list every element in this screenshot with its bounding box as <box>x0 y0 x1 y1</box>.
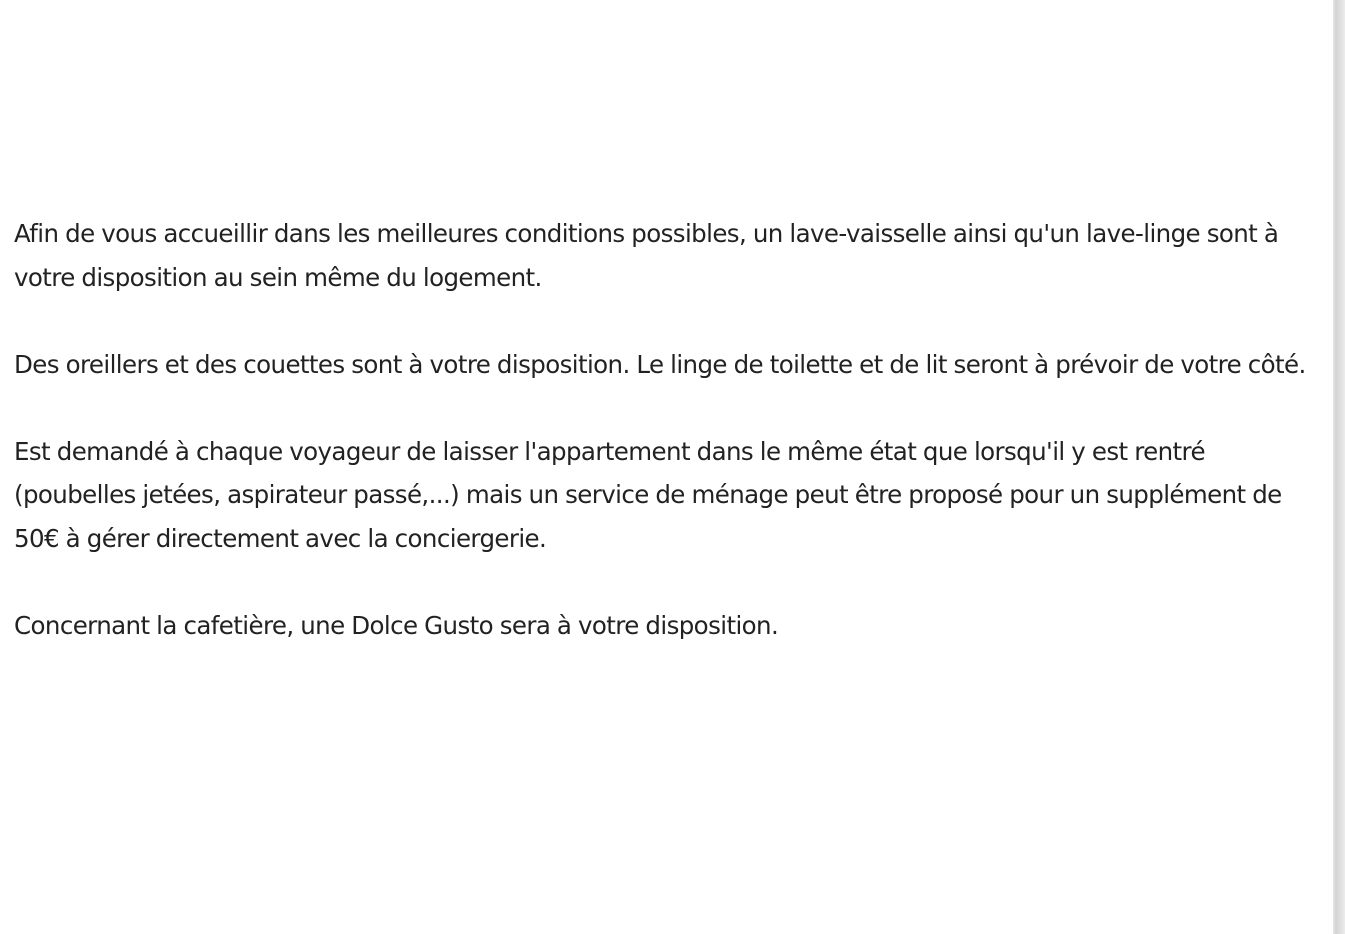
listing-description <box>14 212 1314 647</box>
description-paragraph-coffee: Concernant la cafetière, une Dolce Gusto sera à votre disposition. <box>14 610 779 640</box>
description-paragraph-cleaning: Est demandé à chaque voyageur de laisser l'appartement dans le même état que lorsqu'il y est rentré (poubelles jetées, aspirateur passé,...) mais un service de ménage peut être proposé pour un supplément de 50€ à gérer directement avec la conciergerie. <box>14 436 1282 553</box>
description-paragraph-bedding: Des oreillers et des couettes sont à votre disposition. Le linge de toilette et de lit seront à prévoir de votre côté. <box>14 349 1306 379</box>
description-paragraph-amenities: Afin de vous accueillir dans les meilleures conditions possibles, un lave-vaisselle ainsi qu'un lave-linge sont à votre disposition au sein même du logement. <box>14 219 1279 292</box>
scrollbar-track[interactable] <box>1333 0 1345 934</box>
